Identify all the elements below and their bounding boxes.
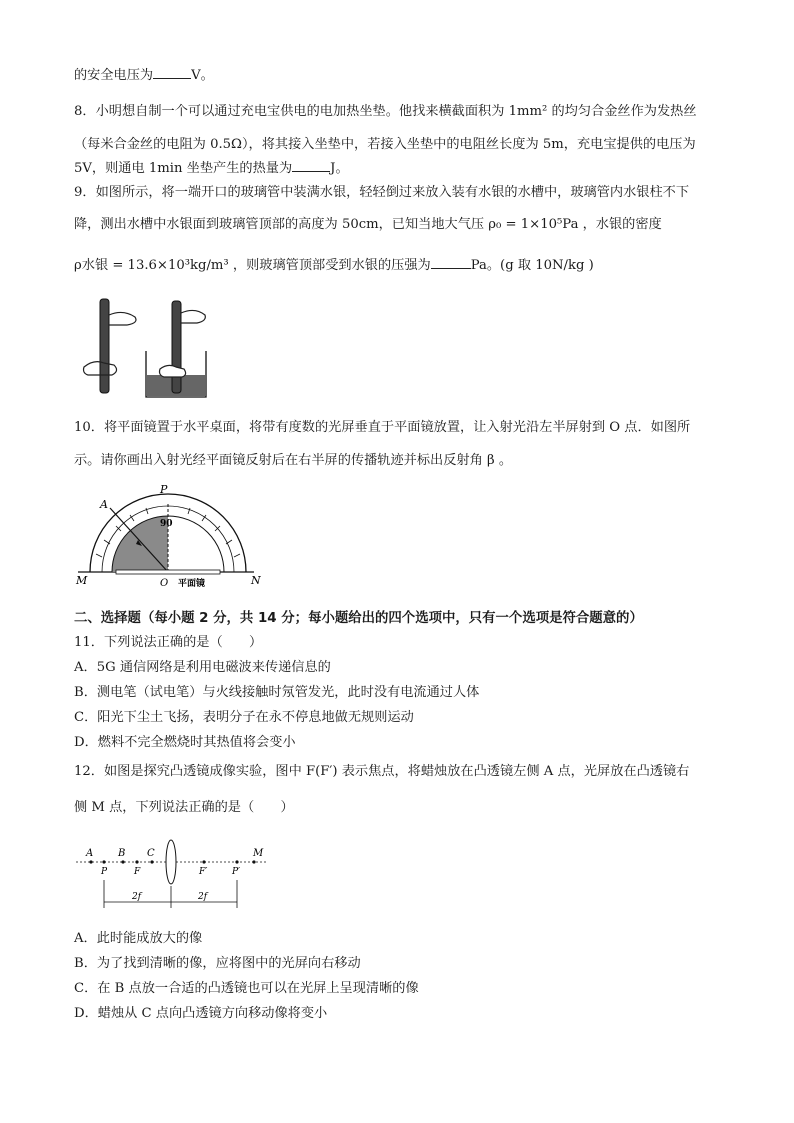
glass-tube-right xyxy=(172,301,181,393)
q8-line2: （每米合金丝的电阻为 0.5Ω），将其接入坐垫中，若接入坐垫中的电阻丝长度为 5m，充电宝提供的电压为 xyxy=(74,137,696,152)
q12-option-b[interactable]: B．为了找到清晰的像，应将图中的光屏向右移动 xyxy=(74,956,361,971)
label-2f-left: 2f xyxy=(132,892,142,902)
plane-mirror xyxy=(116,570,220,574)
label-F: F xyxy=(134,867,141,877)
q12-option-d[interactable]: D．蜡烛从 C 点向凸透镜方向移动像将变小 xyxy=(74,1006,328,1021)
q8-unit: J。 xyxy=(330,161,349,176)
convex-lens xyxy=(166,840,176,884)
label-N: N xyxy=(251,574,261,587)
q8-line3 xyxy=(74,157,349,176)
q9-figure xyxy=(74,295,214,405)
label-2f-right: 2f xyxy=(198,892,208,902)
hand-top-right xyxy=(181,310,205,323)
glass-tube-left xyxy=(100,299,109,393)
q12-figure xyxy=(74,836,274,916)
point-C xyxy=(150,860,153,863)
point-M xyxy=(252,860,255,863)
label-M: M xyxy=(76,574,88,587)
q9-line2: 降，测出水槽中水银面到玻璃管顶部的高度为 50cm，已知当地大气压 ρ₀ = 1×10⁵Pa ，水银的密度 xyxy=(74,217,662,232)
q11-option-d[interactable]: D．燃料不完全燃烧时其热值将会变小 xyxy=(74,735,296,750)
point-F-prime xyxy=(202,860,205,863)
q10-line1: 10．将平面镜置于水平桌面，将带有度数的光屏垂直于平面镜放置，让入射光沿左半屏射到 O 点．如图所 xyxy=(74,420,691,435)
label-plane-mirror: 平面镜 xyxy=(178,579,206,588)
section-2-title: 二、选择题（每小题 2 分，共 14 分；每小题给出的四个选项中，只有一个选项是符合题意的） xyxy=(74,611,643,626)
hand-bottom-right xyxy=(160,365,186,377)
q11-stem: 11．下列说法正确的是（ ） xyxy=(74,635,263,650)
point-P xyxy=(102,860,105,863)
q9-line3 xyxy=(74,254,594,273)
q7-unit: V。 xyxy=(191,68,214,83)
q12-line1: 12．如图是探究凸透镜成像实验，图中 F(F′) 表示焦点，将蜡烛放在凸透镜左侧 A 点，光屏放在凸透镜右 xyxy=(74,764,690,779)
q9-line1: 9．如图所示，将一端开口的玻璃管中装满水银，轻轻倒过来放入装有水银的水槽中，玻璃管内水银柱不下 xyxy=(74,185,690,200)
q11-option-c[interactable]: C．阳光下尘土飞扬，表明分子在永不停息地做无规则运动 xyxy=(74,710,414,725)
q7-tail-text: 的安全电压为 xyxy=(74,68,154,83)
label-B: B xyxy=(118,848,126,859)
label-P-prime: P′ xyxy=(232,867,241,877)
q8-line1: 8．小明想自制一个可以通过充电宝供电的电加热坐垫。他找来横截面积为 1mm² 的均匀合金丝作为发热丝 xyxy=(74,104,697,119)
q10-figure xyxy=(74,482,264,588)
q10-line2: 示。请你画出入射光经平面镜反射后在右半屏的传播轨迹并标出反射角 β 。 xyxy=(74,453,513,468)
q7-tail xyxy=(74,64,214,83)
point-P-prime xyxy=(235,860,238,863)
q9-answer-blank[interactable] xyxy=(431,256,471,269)
label-F-prime: F′ xyxy=(199,867,208,877)
q12-option-a[interactable]: A．此时能成放大的像 xyxy=(74,931,203,946)
label-A: A xyxy=(86,848,94,859)
label-P: P xyxy=(160,483,168,496)
q8-line3-text: 5V，则通电 1min 坐垫产生的热量为 xyxy=(74,161,293,176)
q11-option-b[interactable]: B．测电笔（试电笔）与火线接触时氖管发光，此时没有电流通过人体 xyxy=(74,685,480,700)
label-M: M xyxy=(253,848,264,859)
label-A: A xyxy=(100,498,108,511)
label-90-degrees: 90 xyxy=(160,519,173,529)
label-O: O xyxy=(160,578,169,588)
q9-unit: Pa。(g 取 10N/kg ) xyxy=(470,258,594,273)
label-C: C xyxy=(147,848,155,859)
q12-option-c[interactable]: C．在 B 点放一合适的凸透镜也可以在光屏上呈现清晰的像 xyxy=(74,981,419,996)
q9-line3-text: ρ水银 = 13.6×10³kg/m³ ，则玻璃管顶部受到水银的压强为 xyxy=(74,258,431,273)
q11-option-a[interactable]: A．5G 通信网络是利用电磁波来传递信息的 xyxy=(74,660,331,675)
point-A xyxy=(89,860,92,863)
point-B xyxy=(121,860,124,863)
q7-answer-blank[interactable] xyxy=(153,66,191,79)
hand-top-left xyxy=(109,312,136,325)
q8-answer-blank[interactable] xyxy=(292,159,330,172)
label-P: P xyxy=(101,867,108,877)
q12-line2: 侧 M 点，下列说法正确的是（ ） xyxy=(74,800,294,815)
point-F xyxy=(135,860,138,863)
